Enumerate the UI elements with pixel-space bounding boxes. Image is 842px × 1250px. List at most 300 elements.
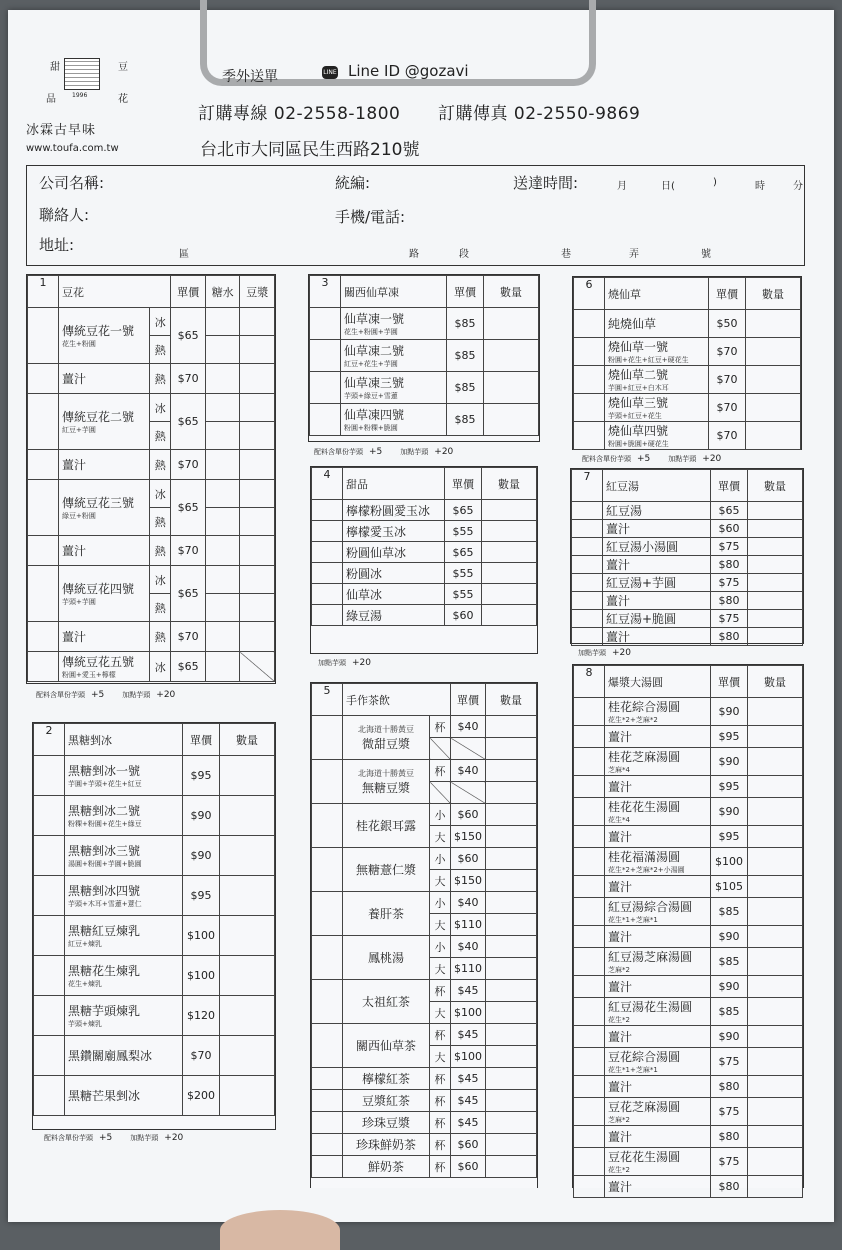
item-name: 豆花花生湯圓 bbox=[608, 1150, 681, 1164]
menu-item bbox=[605, 998, 711, 1026]
soy-qty-cell[interactable] bbox=[240, 364, 275, 394]
menu-item bbox=[605, 748, 711, 776]
soy-qty-cell[interactable] bbox=[240, 536, 275, 566]
menu-item bbox=[65, 836, 183, 876]
menu-row bbox=[310, 404, 539, 436]
column-header: 單價 bbox=[711, 666, 748, 698]
item-price: $90 bbox=[711, 748, 748, 776]
menu-item bbox=[605, 1126, 711, 1148]
section-title: 甜品 bbox=[343, 468, 445, 500]
menu-item bbox=[65, 1036, 183, 1076]
soy-qty-cell[interactable] bbox=[240, 652, 275, 682]
soy-qty-cell[interactable] bbox=[240, 422, 275, 450]
qty-cell[interactable] bbox=[486, 1046, 537, 1068]
item-name: 黑糖剉冰四號 bbox=[68, 884, 141, 898]
option-label: 冰 bbox=[150, 480, 171, 508]
qty-cell[interactable] bbox=[486, 1002, 537, 1024]
menu-item bbox=[65, 876, 183, 916]
menu-item bbox=[605, 926, 711, 948]
qty-cell[interactable] bbox=[482, 500, 537, 521]
item-name: 豆漿紅茶 bbox=[361, 1094, 410, 1108]
tax-id-field[interactable]: 統編: bbox=[335, 174, 371, 192]
item-ingredients: 紅豆+煉乳 bbox=[68, 940, 102, 948]
syrup-qty-cell[interactable] bbox=[205, 450, 240, 480]
syrup-qty-cell[interactable] bbox=[205, 536, 240, 566]
phone-field[interactable]: 手機/電話: bbox=[335, 208, 406, 226]
sheet-title: 季外送單 bbox=[222, 69, 278, 85]
column-header: 糖水 bbox=[205, 276, 240, 308]
syrup-qty-cell[interactable] bbox=[205, 622, 240, 652]
soy-qty-cell[interactable] bbox=[240, 594, 275, 622]
delivery-time-field[interactable]: 送達時間: bbox=[513, 174, 579, 192]
item-price: $100 bbox=[183, 956, 220, 996]
qty-cell[interactable] bbox=[748, 1026, 803, 1048]
column-header: 單價 bbox=[447, 276, 484, 308]
menu-row bbox=[34, 996, 275, 1036]
syrup-qty-cell[interactable] bbox=[205, 394, 240, 422]
qty-cell[interactable] bbox=[748, 698, 803, 726]
menu-item bbox=[605, 1026, 711, 1048]
item-name: 無糖豆漿 bbox=[361, 780, 410, 795]
option-label: 冰 bbox=[150, 308, 171, 336]
item-price: $75 bbox=[711, 1098, 748, 1126]
qty-cell[interactable] bbox=[220, 836, 275, 876]
qty-cell[interactable] bbox=[746, 422, 801, 450]
qty-cell[interactable] bbox=[484, 308, 539, 340]
qty-cell[interactable] bbox=[486, 870, 537, 892]
qty-cell[interactable] bbox=[486, 716, 537, 738]
item-price: $45 bbox=[451, 1090, 486, 1112]
address-field[interactable]: 地址: bbox=[39, 236, 75, 254]
qty-cell[interactable] bbox=[486, 1134, 537, 1156]
item-name: 仙草凍二號 bbox=[344, 344, 405, 358]
qty-cell[interactable] bbox=[748, 592, 803, 610]
size-label: 杯 bbox=[430, 1068, 451, 1090]
item-name: 檸檬粉圓愛玉冰 bbox=[346, 503, 431, 518]
menu-row bbox=[34, 796, 275, 836]
menu-row bbox=[312, 716, 537, 738]
qty-cell[interactable] bbox=[748, 998, 803, 1026]
menu-row bbox=[312, 892, 537, 914]
column-header: 單價 bbox=[445, 468, 482, 500]
item-ingredients: 紅豆+花生+芋圓 bbox=[344, 360, 398, 368]
qty-cell[interactable] bbox=[748, 1176, 803, 1198]
size-label: 大 bbox=[430, 826, 451, 848]
qty-cell[interactable] bbox=[748, 926, 803, 948]
qty-cell[interactable] bbox=[748, 1126, 803, 1148]
qty-cell[interactable] bbox=[748, 948, 803, 976]
menu-row bbox=[34, 876, 275, 916]
logo-char: 品 bbox=[46, 94, 56, 105]
item-price: $80 bbox=[711, 556, 748, 574]
qty-cell[interactable] bbox=[486, 1068, 537, 1090]
qty-cell[interactable] bbox=[486, 760, 537, 782]
column-header: 數量 bbox=[484, 276, 539, 308]
item-ingredients: 芝麻*2 bbox=[608, 966, 630, 974]
qty-cell[interactable] bbox=[482, 563, 537, 584]
menu-item bbox=[605, 826, 711, 848]
qty-cell[interactable] bbox=[748, 574, 803, 592]
item-name: 黑糖紅豆煉乳 bbox=[68, 924, 141, 938]
item-name: 薑汁 bbox=[608, 1030, 633, 1044]
syrup-qty-cell[interactable] bbox=[205, 508, 240, 536]
item-price: $65 bbox=[445, 542, 482, 563]
option-label: 冰 bbox=[150, 394, 171, 422]
section-douhua bbox=[26, 274, 276, 684]
item-price: $75 bbox=[711, 610, 748, 628]
section-number: 2 bbox=[34, 724, 65, 756]
item-price: $150 bbox=[451, 870, 486, 892]
menu-row bbox=[574, 1176, 803, 1198]
qty-cell[interactable] bbox=[486, 958, 537, 980]
menu-row bbox=[312, 500, 537, 521]
logo-year: 1996 bbox=[72, 92, 88, 99]
qty-cell[interactable] bbox=[748, 502, 803, 520]
item-price: $85 bbox=[711, 998, 748, 1026]
menu-row bbox=[574, 1098, 803, 1126]
qty-cell[interactable] bbox=[486, 1090, 537, 1112]
qty-cell[interactable] bbox=[486, 1112, 537, 1134]
qty-cell[interactable] bbox=[486, 804, 537, 826]
menu-row bbox=[28, 364, 275, 394]
menu-item bbox=[343, 716, 430, 760]
menu-item bbox=[59, 536, 150, 566]
item-price: $100 bbox=[451, 1002, 486, 1024]
section-tangyuan bbox=[572, 664, 804, 1194]
item-name: 珍珠豆漿 bbox=[361, 1116, 410, 1130]
item-name: 微甜豆漿 bbox=[361, 736, 410, 751]
menu-item bbox=[603, 628, 711, 646]
menu-item bbox=[59, 566, 150, 622]
qty-cell[interactable] bbox=[486, 914, 537, 936]
qty-cell[interactable] bbox=[484, 340, 539, 372]
syrup-qty-cell[interactable] bbox=[205, 652, 240, 682]
qty-cell[interactable] bbox=[748, 610, 803, 628]
syrup-qty-cell[interactable] bbox=[205, 422, 240, 450]
item-price: $95 bbox=[711, 726, 748, 748]
menu-row bbox=[312, 1112, 537, 1134]
menu-item bbox=[341, 404, 447, 436]
item-name: 紅豆湯+脆圓 bbox=[606, 612, 677, 626]
option-label: 熱 bbox=[150, 364, 171, 394]
item-name: 黑糖剉冰二號 bbox=[68, 804, 141, 818]
option-label: 冰 bbox=[150, 652, 171, 682]
menu-row bbox=[574, 310, 801, 338]
syrup-qty-cell[interactable] bbox=[205, 364, 240, 394]
menu-item bbox=[605, 1176, 711, 1198]
item-price: $65 bbox=[171, 308, 206, 364]
menu-row bbox=[574, 1076, 803, 1098]
menu-row bbox=[312, 936, 537, 958]
qty-cell[interactable] bbox=[486, 826, 537, 848]
qty-cell[interactable] bbox=[220, 756, 275, 796]
qty-cell[interactable] bbox=[482, 521, 537, 542]
option-label: 熱 bbox=[150, 422, 171, 450]
item-price: $45 bbox=[451, 980, 486, 1002]
qty-cell[interactable] bbox=[220, 996, 275, 1036]
soy-qty-cell[interactable] bbox=[240, 622, 275, 652]
menu-item bbox=[59, 394, 150, 450]
menu-item bbox=[343, 892, 430, 936]
item-price: $200 bbox=[183, 1076, 220, 1116]
section-note: 加點芋頭 +20 bbox=[318, 658, 371, 668]
menu-row bbox=[28, 566, 275, 594]
company-field[interactable]: 公司名稱: bbox=[39, 174, 105, 192]
item-price: $95 bbox=[183, 756, 220, 796]
qty-cell[interactable] bbox=[484, 404, 539, 436]
item-price: $65 bbox=[445, 500, 482, 521]
column-header: 豆漿 bbox=[240, 276, 275, 308]
menu-item bbox=[343, 760, 430, 804]
qty-cell[interactable] bbox=[748, 1098, 803, 1126]
item-price: $70 bbox=[171, 536, 206, 566]
section-number: 5 bbox=[312, 684, 343, 716]
menu-row bbox=[312, 1156, 537, 1178]
syrup-qty-cell[interactable] bbox=[205, 566, 240, 594]
qty-cell[interactable] bbox=[748, 1148, 803, 1176]
section-note: 配料含單份芋頭 +5 加點芋頭 +20 bbox=[314, 447, 454, 457]
size-label: 杯 bbox=[430, 1024, 451, 1046]
item-name: 珍珠鮮奶茶 bbox=[355, 1138, 416, 1152]
soy-qty-cell[interactable] bbox=[240, 336, 275, 364]
menu-row bbox=[574, 1026, 803, 1048]
menu-row bbox=[312, 848, 537, 870]
qty-cell[interactable] bbox=[748, 1076, 803, 1098]
option-label: 冰 bbox=[150, 566, 171, 594]
menu-item bbox=[343, 584, 445, 605]
item-ingredients: 芋頭+芋圓 bbox=[62, 598, 96, 606]
item-name: 燒仙草二號 bbox=[608, 368, 669, 382]
menu-row bbox=[572, 574, 803, 592]
qty-cell[interactable] bbox=[746, 366, 801, 394]
item-name: 養肝茶 bbox=[367, 907, 404, 921]
qty-cell[interactable] bbox=[748, 556, 803, 574]
item-name: 傳統豆花四號 bbox=[62, 582, 135, 596]
qty-cell[interactable] bbox=[746, 338, 801, 366]
day-label: 日( bbox=[661, 181, 675, 192]
item-price: $75 bbox=[711, 1148, 748, 1176]
qty-cell[interactable] bbox=[748, 826, 803, 848]
size-label: 大 bbox=[430, 958, 451, 980]
menu-row bbox=[312, 605, 537, 626]
menu-item bbox=[605, 948, 711, 976]
qty-cell[interactable] bbox=[746, 310, 801, 338]
soy-qty-cell[interactable] bbox=[240, 394, 275, 422]
qty-cell[interactable] bbox=[482, 584, 537, 605]
qty-cell[interactable] bbox=[748, 848, 803, 876]
qty-cell[interactable] bbox=[482, 605, 537, 626]
qty-cell[interactable] bbox=[748, 876, 803, 898]
order-form bbox=[26, 165, 805, 266]
item-price: $80 bbox=[711, 1126, 748, 1148]
menu-row bbox=[28, 480, 275, 508]
item-name: 薑汁 bbox=[608, 880, 633, 894]
soy-qty-cell[interactable] bbox=[240, 308, 275, 336]
item-price: $55 bbox=[445, 584, 482, 605]
qty-cell[interactable] bbox=[486, 980, 537, 1002]
menu-item bbox=[343, 1134, 430, 1156]
item-price: $65 bbox=[171, 566, 206, 622]
item-price: $55 bbox=[445, 563, 482, 584]
item-name: 仙草冰 bbox=[346, 587, 383, 602]
size-label: 杯 bbox=[430, 1156, 451, 1178]
menu-row bbox=[574, 1048, 803, 1076]
qty-cell[interactable] bbox=[484, 372, 539, 404]
section-number: 4 bbox=[312, 468, 343, 500]
menu-item bbox=[605, 776, 711, 798]
soy-qty-cell[interactable] bbox=[240, 480, 275, 508]
logo-icon bbox=[64, 58, 100, 90]
item-ingredients: 花生+粉圓 bbox=[62, 340, 96, 348]
item-price: $80 bbox=[711, 592, 748, 610]
qty-cell[interactable] bbox=[220, 796, 275, 836]
menu-row bbox=[34, 1076, 275, 1116]
menu-item bbox=[341, 340, 447, 372]
item-ingredients: 粉圓+花生+紅豆+硬花生 bbox=[608, 356, 689, 364]
lane-label: 巷 bbox=[561, 249, 571, 260]
item-price: $70 bbox=[183, 1036, 220, 1076]
qty-cell[interactable] bbox=[482, 542, 537, 563]
item-ingredients: 芋圓+紅豆+白木耳 bbox=[608, 384, 669, 392]
item-name: 薑汁 bbox=[608, 1130, 633, 1144]
qty-cell[interactable] bbox=[748, 976, 803, 998]
menu-row bbox=[312, 584, 537, 605]
minute-label: 分 bbox=[793, 181, 803, 192]
menu-item bbox=[343, 500, 445, 521]
item-name: 粉圓冰 bbox=[346, 566, 383, 581]
qty-cell[interactable] bbox=[486, 936, 537, 958]
website-link[interactable]: www.toufa.com.tw bbox=[26, 143, 119, 154]
paren-label: ) bbox=[713, 177, 717, 188]
order-phone: 訂購專線 02-2558-1800 bbox=[198, 104, 401, 124]
option-label: 熱 bbox=[150, 336, 171, 364]
item-price: $40 bbox=[451, 760, 486, 782]
menu-item bbox=[605, 338, 709, 366]
menu-row bbox=[310, 372, 539, 404]
item-name: 薑汁 bbox=[608, 1180, 633, 1194]
qty-cell[interactable] bbox=[748, 898, 803, 926]
qty-cell[interactable] bbox=[748, 538, 803, 556]
menu-row bbox=[574, 876, 803, 898]
section-title: 燒仙草 bbox=[605, 278, 709, 310]
item-price: $65 bbox=[171, 394, 206, 450]
item-ingredients: 芝麻*2 bbox=[608, 1116, 630, 1124]
qty-cell[interactable] bbox=[486, 1156, 537, 1178]
menu-item bbox=[343, 1090, 430, 1112]
syrup-qty-cell[interactable] bbox=[205, 480, 240, 508]
qty-cell[interactable] bbox=[748, 1048, 803, 1076]
section-handmade-drinks bbox=[310, 682, 538, 1188]
menu-row bbox=[574, 366, 801, 394]
logo-char: 豆 bbox=[118, 62, 128, 73]
item-name: 傳統豆花一號 bbox=[62, 324, 135, 338]
section-brown-sugar-ice bbox=[32, 722, 276, 1130]
qty-cell[interactable] bbox=[748, 748, 803, 776]
menu-item bbox=[605, 848, 711, 876]
item-name: 仙草凍一號 bbox=[344, 312, 405, 326]
item-name: 薑汁 bbox=[606, 630, 631, 644]
qty-cell[interactable] bbox=[748, 726, 803, 748]
soy-qty-cell[interactable] bbox=[240, 508, 275, 536]
menu-row bbox=[574, 1148, 803, 1176]
soy-qty-cell[interactable] bbox=[240, 450, 275, 480]
menu-row bbox=[34, 836, 275, 876]
menu-item bbox=[343, 1024, 430, 1068]
section-title: 爆漿大湯圓 bbox=[605, 666, 711, 698]
menu-row bbox=[28, 536, 275, 566]
qty-cell[interactable] bbox=[486, 782, 537, 804]
qty-cell[interactable] bbox=[746, 394, 801, 422]
qty-cell[interactable] bbox=[748, 520, 803, 538]
qty-cell[interactable] bbox=[748, 628, 803, 646]
month-label: 月 bbox=[617, 181, 627, 192]
option-label: 熱 bbox=[150, 536, 171, 566]
menu-item bbox=[65, 796, 183, 836]
item-name: 薑汁 bbox=[62, 372, 87, 386]
menu-row bbox=[574, 998, 803, 1026]
menu-row bbox=[574, 338, 801, 366]
column-header: 數量 bbox=[486, 684, 537, 716]
item-price: $70 bbox=[709, 338, 746, 366]
item-origin: 北海道十勝黃豆 bbox=[358, 724, 414, 734]
item-price: $80 bbox=[711, 1176, 748, 1198]
qty-cell[interactable] bbox=[220, 1036, 275, 1076]
qty-cell[interactable] bbox=[486, 892, 537, 914]
syrup-qty-cell[interactable] bbox=[205, 308, 240, 336]
menu-item bbox=[343, 542, 445, 563]
menu-item bbox=[65, 956, 183, 996]
qty-cell[interactable] bbox=[486, 738, 537, 760]
qty-cell[interactable] bbox=[748, 798, 803, 826]
column-header: 單價 bbox=[451, 684, 486, 716]
menu-item bbox=[605, 876, 711, 898]
item-name: 燒仙草一號 bbox=[608, 340, 669, 354]
item-name: 傳統豆花二號 bbox=[62, 410, 135, 424]
section-note: 加點芋頭 +20 bbox=[578, 648, 631, 658]
qty-cell[interactable] bbox=[748, 776, 803, 798]
item-name: 無糖薏仁漿 bbox=[355, 863, 416, 877]
qty-cell[interactable] bbox=[220, 876, 275, 916]
qty-cell[interactable] bbox=[486, 848, 537, 870]
item-price: $60 bbox=[451, 1156, 486, 1178]
soy-qty-cell[interactable] bbox=[240, 566, 275, 594]
contact-field[interactable]: 聯絡人: bbox=[39, 206, 90, 224]
column-header: 數量 bbox=[748, 470, 803, 502]
item-name: 薑汁 bbox=[608, 780, 633, 794]
menu-row bbox=[572, 520, 803, 538]
column-header: 單價 bbox=[171, 276, 206, 308]
item-name: 薑汁 bbox=[606, 594, 631, 608]
item-price: $95 bbox=[183, 876, 220, 916]
section-label: 段 bbox=[459, 249, 469, 260]
item-price: $110 bbox=[451, 958, 486, 980]
qty-cell[interactable] bbox=[220, 916, 275, 956]
item-name: 綠豆湯 bbox=[346, 608, 383, 623]
syrup-qty-cell[interactable] bbox=[205, 594, 240, 622]
qty-cell[interactable] bbox=[220, 956, 275, 996]
item-name: 豆花綜合湯圓 bbox=[608, 1050, 681, 1064]
menu-row bbox=[28, 308, 275, 336]
size-label: 杯 bbox=[430, 1134, 451, 1156]
syrup-qty-cell[interactable] bbox=[205, 336, 240, 364]
item-price: $70 bbox=[709, 422, 746, 450]
qty-cell[interactable] bbox=[220, 1076, 275, 1116]
item-price bbox=[451, 738, 486, 760]
item-name: 薑汁 bbox=[62, 544, 87, 558]
qty-cell[interactable] bbox=[486, 1024, 537, 1046]
menu-item bbox=[343, 605, 445, 626]
item-ingredients: 芋頭+木耳+雪蓮+薏仁 bbox=[68, 900, 142, 908]
